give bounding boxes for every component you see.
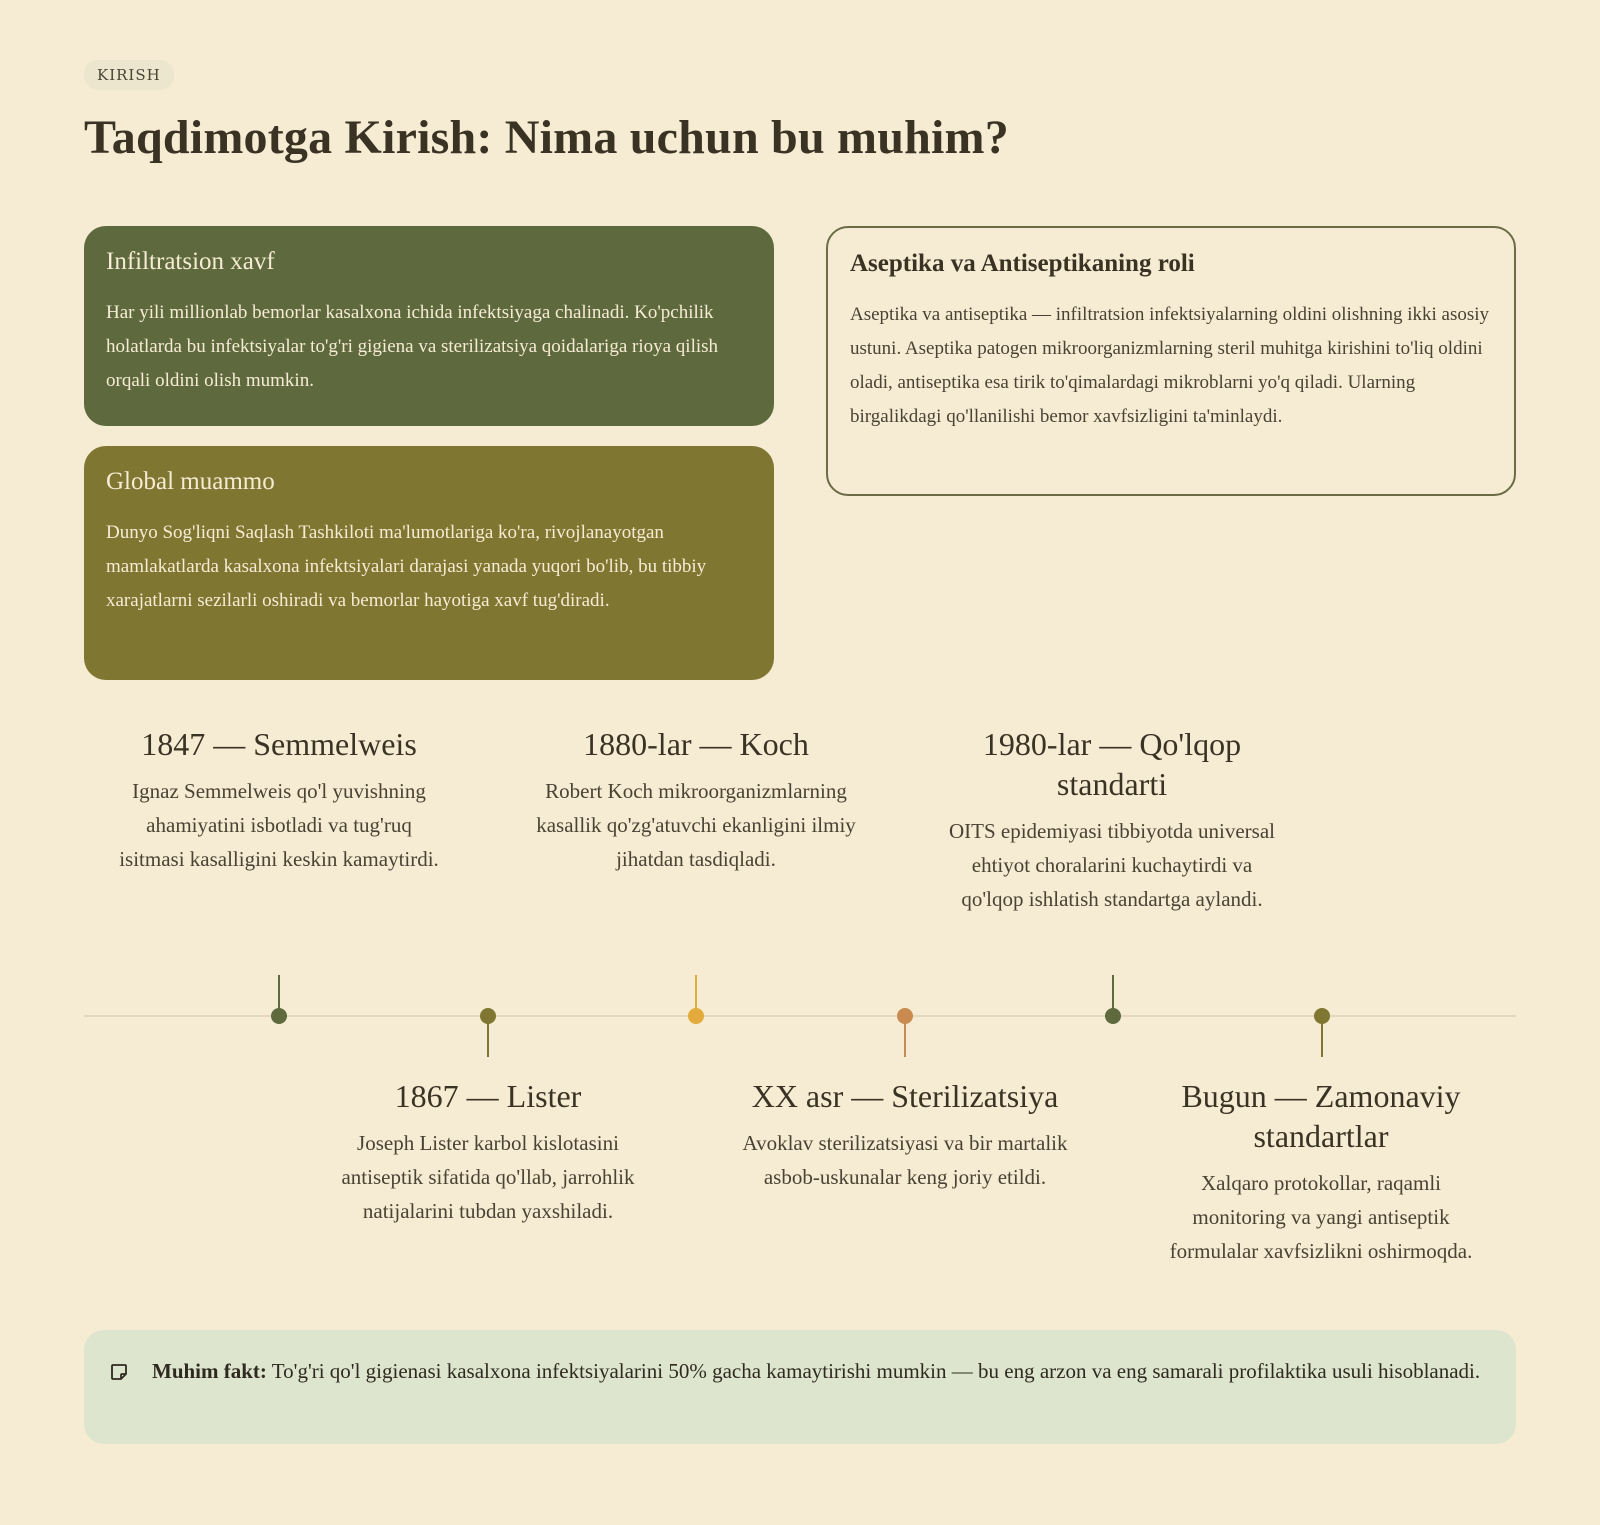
- event-text: Robert Koch mikroorganizmlarning kasallik qo'zg'atuvchi ekanligini ilmiy jihatdan tasdiqladi.: [536, 779, 856, 871]
- card-title: Aseptika va Antiseptikaning roli: [850, 250, 1195, 277]
- card-title: Infiltratsion xavf: [106, 248, 275, 275]
- timeline-event-modern: [1156, 1076, 1486, 1268]
- fact-text: To'g'ri qo'l gigienasi kasalxona infektsiyalarini 50% gacha kamaytirishi mumkin — bu eng arzon va eng samarali profilaktika usuli hisoblanadi.: [266, 1359, 1481, 1383]
- event-title: 1880-lar — Koch: [583, 726, 809, 762]
- timeline-event-semmelweis: [114, 724, 444, 876]
- event-text: Avoklav sterilizatsiyasi va bir martalik asbob-uskunalar keng joriy etildi.: [742, 1131, 1068, 1189]
- timeline-axis: [84, 1015, 1516, 1017]
- card-asepsis-role: [826, 226, 1516, 496]
- timeline-event-lister: [323, 1076, 653, 1228]
- timeline-marker: [271, 1008, 287, 1024]
- event-title: Bugun — Zamonaviy standartlar: [1181, 1078, 1461, 1154]
- timeline-marker: [1105, 1008, 1121, 1024]
- card-text: Aseptika va antiseptika — infiltratsion infektsiyalarning oldini olishning ikki asosiy ustuni. Aseptika patogen mikroorganizmlarning steril muhitga kirishini to'liq oldini oladi, antiseptika esa tirik to'qimalardagi mikroblarni yo'q qiladi. Ularning birgalikdagi qo'llanilishi bemor xavfsizligini ta'minlaydi.: [850, 304, 1490, 427]
- timeline-marker: [480, 1008, 496, 1024]
- event-title: 1867 — Lister: [394, 1078, 582, 1114]
- fact-label: Muhim fakt:: [152, 1359, 267, 1383]
- page-title: Taqdimotga Kirish: Nima uchun bu muhim?: [84, 111, 1009, 164]
- card-global-problem: [84, 446, 774, 680]
- event-title: 1847 — Semmelweis: [141, 726, 417, 762]
- card-text: Dunyo Sog'liqni Saqlash Tashkiloti ma'lumotlariga ko'ra, rivojlanayotgan mamlakatlarda kasalxona infektsiyalari darajasi yanada yuqori bo'lib, bu tibbiy xarajatlarni sezilarli oshiradi va bemorlar hayotiga xavf tug'diradi.: [106, 522, 707, 611]
- timeline-marker: [688, 1008, 704, 1024]
- timeline-marker: [1314, 1008, 1330, 1024]
- event-text: Joseph Lister karbol kislotasini antiseptik sifatida qo'llab, jarrohlik natijalarini tubdan yaxshiladi.: [341, 1131, 635, 1223]
- section-badge: KIRISH: [84, 60, 174, 90]
- timeline-marker: [897, 1008, 913, 1024]
- event-text: Ignaz Semmelweis qo'l yuvishning ahamiyatini isbotladi va tug'ruq isitmasi kasalligini keskin kamaytirdi.: [119, 779, 439, 871]
- timeline-event-koch: [531, 724, 861, 876]
- event-text: Xalqaro protokollar, raqamli monitoring va yangi antiseptik formulalar xavfsizlikni oshirmoqda.: [1169, 1171, 1473, 1263]
- important-fact-callout: [84, 1330, 1516, 1444]
- event-text: OITS epidemiyasi tibbiyotda universal ehtiyot choralarini kuchaytirdi va qo'lqop ishlatish standartga aylandi.: [948, 819, 1276, 911]
- event-title: XX asr — Sterilizatsiya: [751, 1078, 1059, 1114]
- card-infiltration-risk: [84, 226, 774, 426]
- timeline-event-sterilization: [725, 1076, 1085, 1194]
- note-icon: [110, 1363, 128, 1381]
- card-text: Har yili millionlab bemorlar kasalxona ichida infektsiyaga chalinadi. Ko'pchilik holatlarda bu infektsiyalar to'g'ri gigiena va sterilizatsiya qoidalariga rioya qilish orqali oldini olish mumkin.: [106, 302, 719, 391]
- card-title: Global muammo: [106, 468, 275, 495]
- timeline-event-gloves: [947, 724, 1277, 916]
- event-title: 1980-lar — Qo'lqop standarti: [982, 726, 1242, 802]
